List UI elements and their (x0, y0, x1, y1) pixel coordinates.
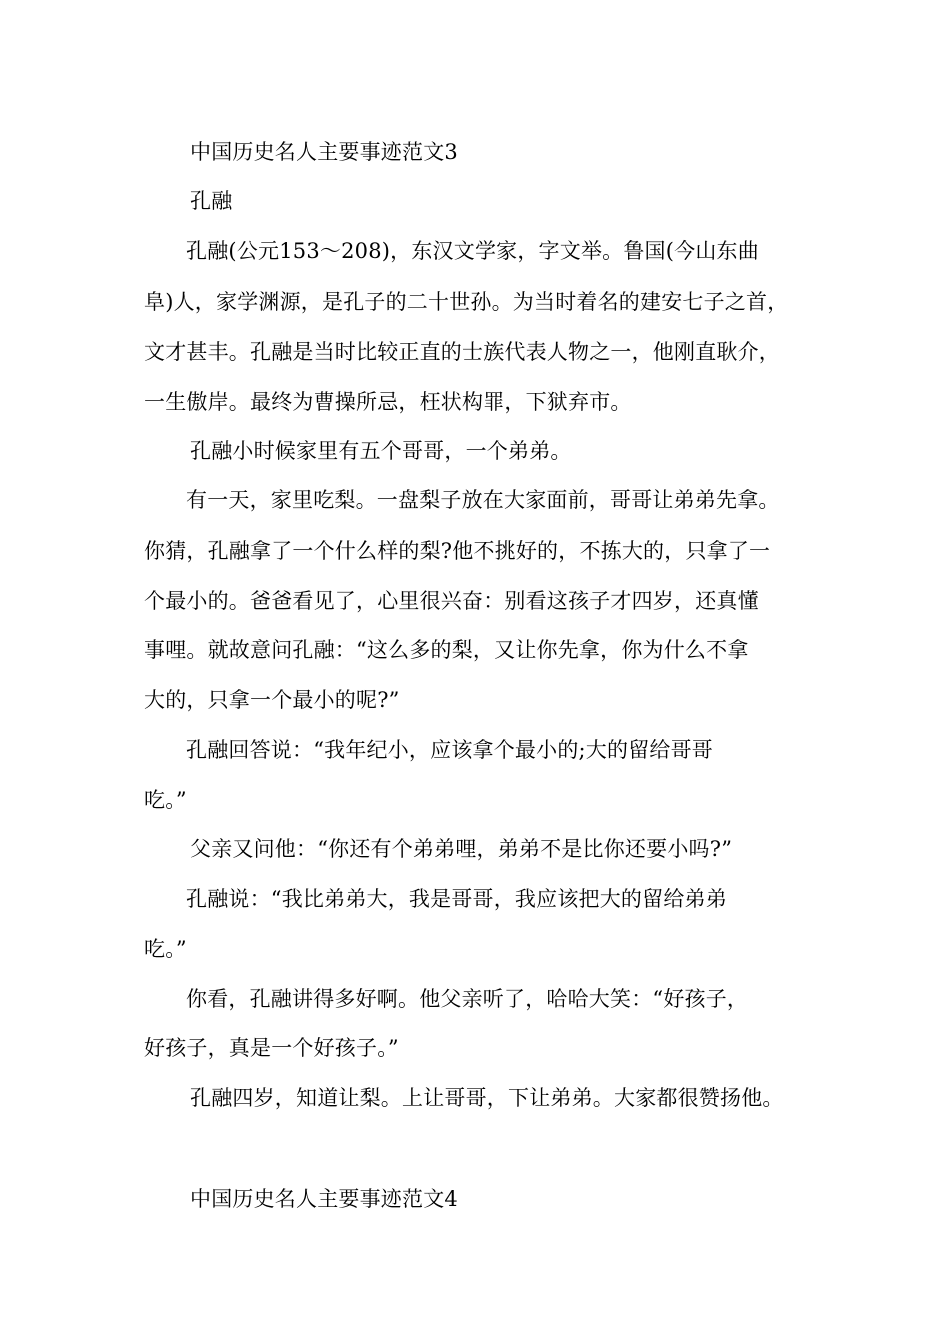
paragraph-line: 孔融(公元153～208)，东汉文学家，字文举。鲁国(今山东曲 (186, 239, 759, 263)
person-heading: 孔融 (190, 189, 233, 213)
paragraph-line: 有一天，家里吃梨。一盘梨子放在大家面前，哥哥让弟弟先拿。 (186, 488, 780, 512)
paragraph-line: 孔融说：“我比弟弟大，我是哥哥，我应该把大的留给弟弟 (186, 887, 727, 911)
paragraph-line: 阜)人，家学渊源，是孔子的二十世孙。为当时着名的建安七子之首， (144, 290, 789, 314)
paragraph-line: 孔融四岁，知道让梨。上让哥哥，下让弟弟。大家都很赞扬他。 (190, 1086, 784, 1110)
paragraph-line: 父亲又问他：“你还有个弟弟哩，弟弟不是比你还要小吗?” (190, 837, 733, 861)
paragraph-line: 个最小的。爸爸看见了，心里很兴奋：别看这孩子才四岁，还真懂 (144, 589, 759, 613)
paragraph-line: 你看，孔融讲得多好啊。他父亲听了，哈哈大笑：“好孩子， (186, 987, 749, 1011)
paragraph-line: 事哩。就故意问孔融：“这么多的梨，又让你先拿，你为什么不拿 (144, 638, 749, 662)
paragraph-line: 文才甚丰。孔融是当时比较正直的士族代表人物之一，他刚直耿介， (144, 340, 780, 364)
section-title: 中国历史名人主要事迹范文3 (190, 140, 458, 164)
paragraph-line: 孔融回答说：“我年纪小，应该拿个最小的;大的留给哥哥 (186, 738, 714, 762)
paragraph-line: 大的，只拿一个最小的呢?” (144, 688, 400, 712)
paragraph-line: 你猜，孔融拿了一个什么样的梨?他不挑好的，不拣大的，只拿了一 (144, 539, 771, 563)
paragraph-line: 吃。” (144, 937, 187, 961)
section-title: 中国历史名人主要事迹范文4 (190, 1187, 458, 1211)
paragraph-line: 好孩子，真是一个好孩子。” (144, 1036, 399, 1060)
paragraph-line: 一生傲岸。最终为曹操所忌，枉状构罪，下狱弃市。 (144, 390, 632, 414)
paragraph-line: 吃。” (144, 788, 187, 812)
paragraph-line: 孔融小时候家里有五个哥哥，一个弟弟。 (190, 439, 572, 463)
